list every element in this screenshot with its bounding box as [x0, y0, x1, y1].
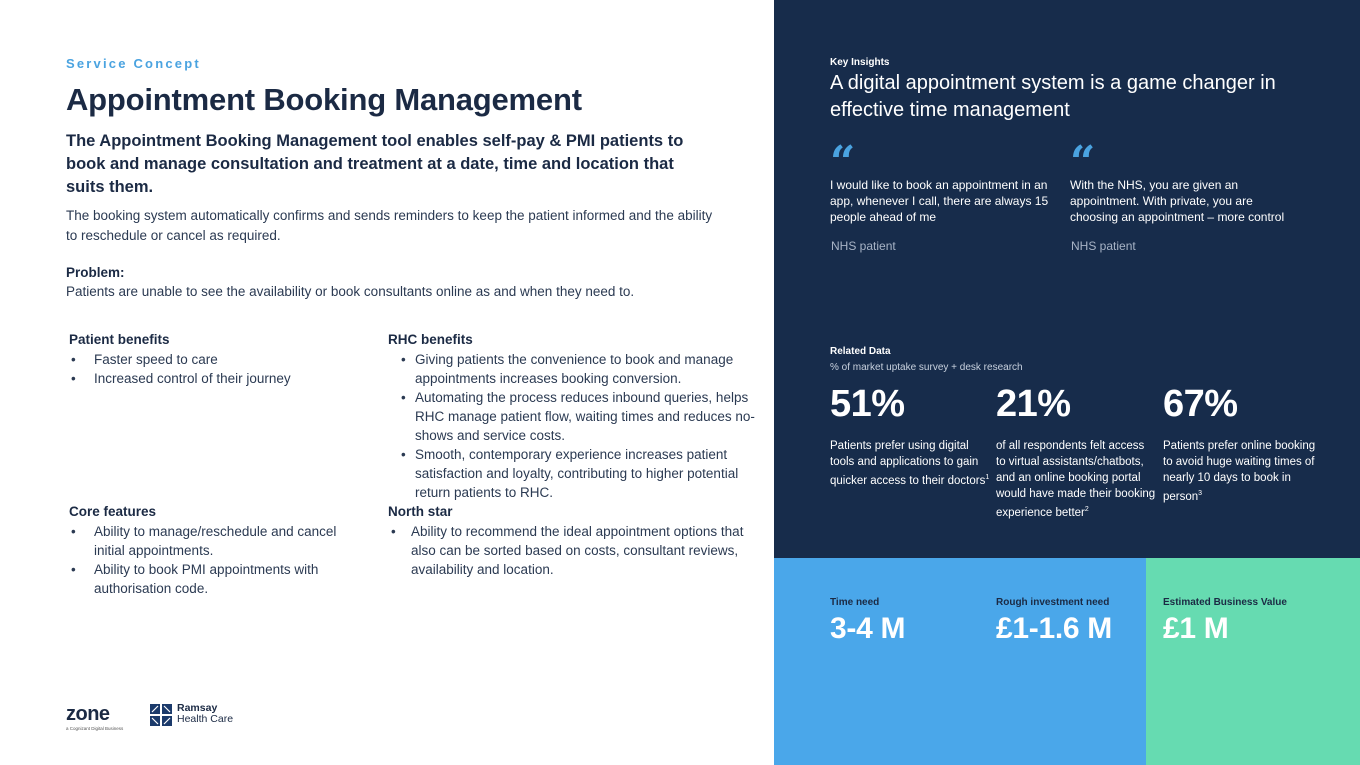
stat-text — [1163, 438, 1323, 505]
lead-paragraph: The Appointment Booking Management tool enables self-pay & PMI patients to book and manage consultation and treatment at a date, time and location that suits them. — [66, 132, 684, 196]
stat-footnote: 1 — [985, 474, 990, 481]
stat-description: Patients prefer online booking to avoid huge waiting times of nearly 10 days to book in person — [1163, 440, 1316, 503]
business-value-tile — [1146, 558, 1360, 765]
stat-value: 21% — [996, 383, 1071, 425]
zone-logo-tagline: a Cognizant Digital Business — [66, 726, 124, 731]
list-item: • Faster speed to care — [69, 350, 359, 369]
core-features-section — [69, 502, 359, 598]
north-star-heading: North star — [388, 504, 453, 519]
quote-source: NHS patient — [831, 239, 896, 253]
quote-source: NHS patient — [1071, 239, 1136, 253]
rhc-benefits-list — [388, 350, 758, 502]
investment-need-label: Rough investment need — [996, 597, 1110, 608]
stat-card — [996, 380, 1156, 521]
ramsay-logo-icon — [150, 704, 172, 726]
stat-footnote: 3 — [1198, 490, 1203, 497]
stat-text — [830, 438, 990, 489]
related-data-label: Related Data — [830, 346, 891, 357]
quote-mark-icon: “ — [1070, 137, 1096, 188]
ramsay-logo-text — [177, 703, 233, 725]
stat-card — [830, 380, 990, 489]
related-data-subtitle: % of market uptake survey + desk research — [830, 362, 1023, 373]
list-item: • Ability to recommend the ideal appointment options that also can be sorted based on costs, consultant reviews, availability and location. — [388, 522, 758, 579]
list-item: • Smooth, contemporary experience increases patient satisfaction and loyalty, contributing to higher potential return patients to RHC. — [388, 445, 758, 502]
insights-panel — [774, 0, 1360, 558]
north-star-list — [388, 522, 758, 579]
ramsay-logo-line2: Health Care — [177, 713, 234, 725]
stat-description: of all respondents felt access to virtual assistants/chatbots, and an online booking portal would have made their booking experience better — [996, 440, 1156, 519]
core-features-heading: Core features — [69, 504, 157, 519]
list-item: • Automating the process reduces inbound queries, helps RHC manage patient flow, waiting times and reduces no-shows and service costs. — [388, 388, 758, 445]
stat-description: Patients prefer using digital tools and applications to gain quicker access to their doctors — [830, 440, 986, 487]
quote-mark-icon: “ — [830, 137, 856, 188]
stat-card — [1163, 380, 1323, 505]
problem-heading: Problem: — [66, 265, 125, 280]
rhc-benefits-heading: RHC benefits — [388, 332, 473, 347]
patient-benefits-heading: Patient benefits — [69, 332, 170, 347]
key-insights-label: Key Insights — [830, 57, 890, 68]
quote-text: With the NHS, you are given an appointment. With private, you are choosing an appointment – more control — [1070, 178, 1285, 224]
quote-card — [1070, 137, 1300, 225]
key-insights-title: A digital appointment system is a game changer in effective time management — [830, 72, 1276, 121]
time-need-value: 3-4 M — [830, 612, 906, 645]
investment-need-value: £1-1.6 M — [996, 612, 1112, 645]
core-features-list — [69, 522, 359, 598]
north-star-section — [388, 502, 758, 579]
stat-text — [996, 438, 1156, 521]
stat-value: 51% — [830, 383, 905, 425]
stat-value: 67% — [1163, 383, 1238, 425]
list-item: • Ability to manage/reschedule and cancel initial appointments. — [69, 522, 359, 560]
page-title: Appointment Booking Management — [66, 82, 582, 117]
zone-logo: zone — [66, 703, 110, 725]
problem-section — [66, 263, 746, 301]
description-paragraph: The booking system automatically confirms and sends reminders to keep the patient informed and the ability to reschedule or cancel as required. — [66, 208, 713, 243]
time-investment-tile — [774, 558, 1146, 765]
stat-footnote: 2 — [1084, 506, 1089, 513]
business-value-value: £1 M — [1163, 612, 1229, 645]
problem-text: Patients are unable to see the availability or book consultants online as and when they need to. — [66, 284, 635, 299]
patient-benefits-list — [69, 350, 359, 388]
rhc-benefits-section — [388, 330, 758, 502]
time-need-label: Time need — [830, 597, 880, 608]
list-item: • Ability to book PMI appointments with authorisation code. — [69, 560, 359, 598]
list-item: • Giving patients the convenience to book and manage appointments increases booking conversion. — [388, 350, 758, 388]
patient-benefits-section — [69, 330, 359, 388]
eyebrow-label: Service Concept — [66, 56, 201, 71]
business-value-label: Estimated Business Value — [1163, 597, 1287, 608]
quote-text: I would like to book an appointment in an app, whenever I call, there are always 15 people ahead of me — [830, 178, 1049, 224]
list-item: • Increased control of their journey — [69, 369, 359, 388]
ramsay-logo-line1: Ramsay — [177, 702, 218, 714]
quote-card — [830, 137, 1060, 225]
